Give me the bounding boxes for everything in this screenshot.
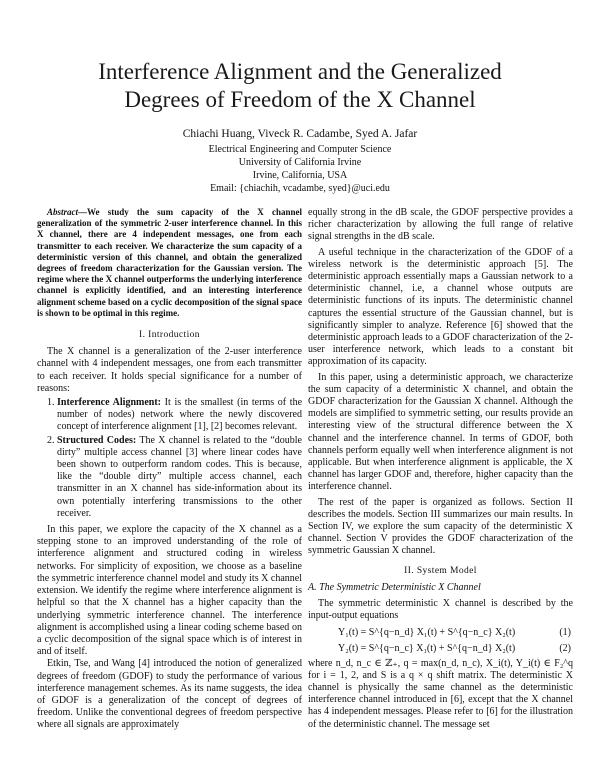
right-paragraph-1: equally strong in the dB scale, the GDOF perspective provides a richer characterization by allowing the full range of relative signal strengths in the dB scale.	[308, 207, 573, 243]
abstract	[37, 207, 302, 319]
right-paragraph-6: where n_d, n_c ∈ ℤ₊, q = max(n_d, n_c), X_i(t), Y_i(t) ∈ F₂^q for i = 1, 2, and S is a q × q shift matrix. The deterministic X channel is physically the same channel as the deterministic interference channel introduced in [6], except that the X channel has 4 independent messages. Please refer to [6] for the illustration of the deterministic channel. The message set	[308, 657, 573, 730]
intro-paragraph-1: The X channel is a generalization of the 2-user interference channel with 4 independent messages, one from each transmitter to each receiver. It holds special significance for a number of reasons:	[37, 346, 302, 394]
equation-1-number: (1)	[559, 626, 571, 638]
list-item	[57, 435, 302, 520]
equation-2-number: (2)	[559, 642, 571, 654]
intro-paragraph-3: Etkin, Tse, and Wang [4] introduced the notion of generalized degrees of freedom (GDOF) to study the performance of various interference management schemes. As its name suggests, the idea of GDOF is a generalization of the concept of degrees of freedom. Unlike the conventional degrees of freedom perspective where all signals are approximately	[37, 658, 302, 731]
author-list: Chiachi Huang, Viveck R. Cadambe, Syed A. Jafar	[182, 128, 418, 140]
list-item-heading: Interference Alignment:	[57, 397, 162, 409]
list-item-body: The X channel is related to the “double dirty” multiple access channel [3] where linear codes have been shown to outperform random codes. This is because, like the “double dirty” multiple access channel, each transmitter in an X channel has side-information about its own potentially interfering transmissions to the other receiver.	[57, 434, 302, 519]
abstract-label: Abstract	[47, 207, 79, 217]
list-item	[57, 397, 302, 434]
list-item-body: It is the smallest (in terms of the number of nodes) network where the newly discovered concept of interference alignment [1], [2] becomes relevant.	[57, 397, 303, 433]
affiliation-department: Electrical Engineering and Computer Science	[208, 144, 392, 155]
paper-title-line-1: Interference Alignment and the Generalized	[98, 59, 502, 84]
subsection-heading: A. The Symmetric Deterministic X Channel	[308, 581, 481, 593]
section-heading-introduction: I. Introduction	[139, 330, 200, 341]
intro-paragraph-2: In this paper, we explore the capacity of the X channel as a stepping stone to an improved understanding of the role of interference alignment and structured coding in wireless networks. For simplicity of exposition, we choose as a baseline the symmetric interference channel model and study its X channel extension. We identify the regime where interference alignment is helpful so that the X channel has a higher capacity than the underlying symmetric interference channel. The interference alignment is accomplished using a linear coding scheme based on a cyclic decomposition of the signal space which is of interest in and of itself.	[37, 524, 302, 658]
right-column	[308, 207, 573, 731]
right-paragraph-5: The symmetric deterministic X channel is described by the input-output equations	[308, 598, 573, 622]
affiliation-location: Irvine, California, USA	[252, 170, 348, 181]
equation-1	[308, 626, 573, 639]
equation-1-body: Y₁(t) = S^{q−n_d} X₁(t) + S^{q−n_c} X₂(t)	[338, 626, 516, 638]
right-paragraph-3: In this paper, using a deterministic approach, we characterize the sum capacity of a deterministic X channel, and obtain the GDOF characterization for the Gaussian X channel. Although the models are simplified to symmetric setting, our results provide an interesting view of the structural difference between the X channel and the interference channel. In terms of GDOF, both channels perform equally well when interference alignment is not applicable. But when interference alignment is applicable, the X channel has larger GDOF and, therefore, higher capacity than the interference channel.	[308, 371, 573, 493]
abstract-text: —We study the sum capacity of the X channel generalization of the symmetric 2-user interference channel. In this X channel, there are 4 independent messages, one from each transmitter to each receiver. We characterize the sum capacity of a deterministic version of this channel, and obtain the generalized degrees of freedom characterization for the Gaussian version. The regime where the X channel outperforms the underlying interference channel is explicitly identified, and an interesting interference alignment scheme based on a cyclic decomposition of the signal space is shown to be optimal in this regime.	[37, 207, 302, 318]
left-column	[37, 207, 302, 732]
paper-title-line-2: Degrees of Freedom of the X Channel	[124, 87, 476, 112]
section-heading-system-model: II. System Model	[404, 565, 477, 576]
equation-2-body: Y₂(t) = S^{q−n_c} X₁(t) + S^{q−n_d} X₂(t)	[338, 642, 516, 654]
right-paragraph-2: A useful technique in the characterization of the GDOF of a wireless network is the deterministic approach [5]. The deterministic approach essentially maps a Gaussian network to a deterministic channel, i.e, a channel whose outputs are deterministic functions of its inputs. The deterministic channel captures the essential structure of the Gaussian channel, but is significantly simpler to analyze. Reference [6] showed that the deterministic approach leads to a GDOF characterization of the 2-user interference network, which leads to a constant bit approximation of its capacity.	[308, 246, 573, 368]
affiliation-university: University of California Irvine	[238, 157, 362, 168]
equation-2	[308, 642, 573, 655]
reasons-list	[37, 397, 302, 520]
list-item-heading: Structured Codes:	[57, 434, 137, 446]
affiliation-email: Email: {chiachih, vcadambe, syed}@uci.edu	[210, 183, 390, 194]
right-paragraph-4: The rest of the paper is organized as follows. Section II describes the models. Section III summarizes our main results. In Section IV, we explore the sum capacity of the deterministic X channel. Section V provides the GDOF characterization of the symmetric Gaussian X channel.	[308, 496, 573, 557]
